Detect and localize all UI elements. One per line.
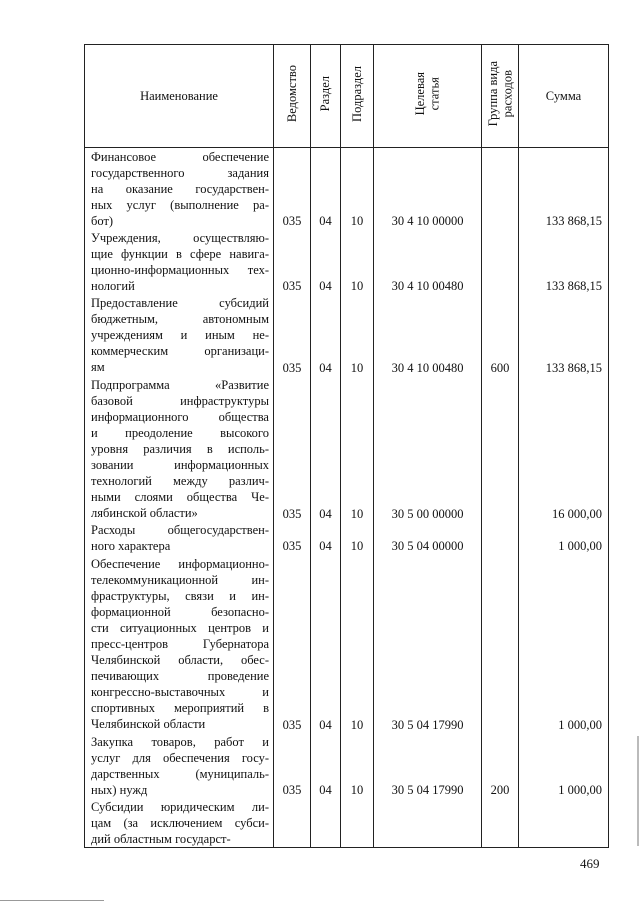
header-razdel: Раздел <box>311 45 341 148</box>
row-name-line: конгрессно-выставочных и <box>91 684 269 699</box>
row-vedomstvo: 035 <box>274 294 311 375</box>
row-gruppa <box>482 522 519 555</box>
row-podrazdel: 10 <box>341 294 374 375</box>
table-row <box>85 522 609 555</box>
row-name-line: дарственных (муниципаль- <box>91 766 269 781</box>
row-name <box>85 376 274 522</box>
row-vedomstvo: 035 <box>274 733 311 798</box>
table-row <box>85 798 609 847</box>
row-tselevaya-statya: 30 5 04 00000 <box>374 522 482 555</box>
row-name-line: ных) нужд <box>91 782 148 797</box>
row-name-line: зовании информационных <box>91 457 269 472</box>
row-razdel: 04 <box>311 148 341 230</box>
row-name-line: услуг для обеспечения госу- <box>91 750 269 765</box>
row-name-line: Челябинской области, обес- <box>91 652 269 667</box>
row-podrazdel: 10 <box>341 733 374 798</box>
row-name-line: телекоммуникационной ин- <box>91 572 269 587</box>
row-podrazdel: 10 <box>341 376 374 522</box>
row-name-line: Учреждения, осуществляю- <box>91 230 269 245</box>
table-row <box>85 554 609 733</box>
footnote-rule <box>0 900 104 901</box>
row-razdel: 04 <box>311 376 341 522</box>
row-name-line: бот) <box>91 213 114 228</box>
header-tselevaya-statya: Целевая статья <box>374 45 482 148</box>
row-razdel: 04 <box>311 294 341 375</box>
row-vedomstvo: 035 <box>274 229 311 294</box>
row-name-line: Подпрограмма «Развитие <box>91 377 269 392</box>
row-name-line: бюджетным, автономным <box>91 311 269 326</box>
row-name-line: формационной безопасно- <box>91 604 269 619</box>
page-number: 469 <box>580 856 600 871</box>
row-razdel: 04 <box>311 522 341 555</box>
row-gruppa <box>482 554 519 733</box>
row-summa: 1 000,00 <box>519 554 609 733</box>
row-name-line: нологий <box>91 278 135 293</box>
row-name-line: сти ситуационных центров и <box>91 620 269 635</box>
table-row <box>85 229 609 294</box>
row-name <box>85 733 274 798</box>
row-name <box>85 229 274 294</box>
row-gruppa <box>482 148 519 230</box>
header-name: Наименование <box>85 45 274 148</box>
row-name <box>85 148 274 230</box>
row-name-line: учреждениям и иным не- <box>91 327 269 342</box>
row-name-line: базовой инфраструктуры <box>91 393 269 408</box>
row-name <box>85 554 274 733</box>
row-name <box>85 798 274 847</box>
row-name-line: дий областным государст- <box>91 831 231 846</box>
table-row <box>85 148 609 230</box>
table-row <box>85 294 609 375</box>
row-podrazdel: 10 <box>341 554 374 733</box>
header-summa: Сумма <box>519 45 609 148</box>
row-name-line: лябинской области» <box>91 505 198 520</box>
row-gruppa <box>482 229 519 294</box>
row-name-line: щие функции в сфере навига- <box>91 246 269 261</box>
row-name-line: Предоставление субсидий <box>91 295 269 310</box>
row-name-line: фраструктуры, связи и ин- <box>91 588 269 603</box>
row-name <box>85 522 274 555</box>
row-summa: 133 868,15 <box>519 148 609 230</box>
row-name-line: Челябинской области <box>91 716 206 731</box>
row-tselevaya-statya: 30 4 10 00480 <box>374 294 482 375</box>
row-name-line: ных услуг (выполнение ра- <box>91 197 269 212</box>
row-razdel: 04 <box>311 733 341 798</box>
row-name-line: Финансовое обеспечение <box>91 149 269 164</box>
row-name-line: Обеспечение информационно- <box>91 556 269 571</box>
row-name-line: Субсидии юридическим ли- <box>91 799 269 814</box>
row-name-line: Закупка товаров, работ и <box>91 734 269 749</box>
row-gruppa: 600 <box>482 294 519 375</box>
row-name-line: пресс-центров Губернатора <box>91 636 269 651</box>
row-gruppa <box>482 798 519 847</box>
row-name-line: ными слоями общества Че- <box>91 489 269 504</box>
row-razdel: 04 <box>311 554 341 733</box>
row-name <box>85 294 274 375</box>
row-summa: 1 000,00 <box>519 522 609 555</box>
header-podrazdel: Подраздел <box>341 45 374 148</box>
row-name-line: печивающих проведение <box>91 668 269 683</box>
row-razdel: 04 <box>311 229 341 294</box>
row-vedomstvo: 035 <box>274 376 311 522</box>
row-name-line: коммерческим организаци- <box>91 343 269 358</box>
table-header-row <box>85 45 609 148</box>
row-tselevaya-statya: 30 5 04 17990 <box>374 733 482 798</box>
row-name-line: на оказание государствен- <box>91 181 269 196</box>
row-name-line: государственного задания <box>91 165 269 180</box>
table-row <box>85 376 609 522</box>
row-vedomstvo: 035 <box>274 148 311 230</box>
row-tselevaya-statya <box>374 798 482 847</box>
row-podrazdel <box>341 798 374 847</box>
row-name-line: информационного общества <box>91 409 269 424</box>
header-gruppa-vida-raskhodov: Группа вида расходов <box>482 45 519 148</box>
row-name-line: цам (за исключением субси- <box>91 815 269 830</box>
row-vedomstvo <box>274 798 311 847</box>
row-gruppa: 200 <box>482 733 519 798</box>
row-name-line: и преодоление высокого <box>91 425 269 440</box>
row-summa: 16 000,00 <box>519 376 609 522</box>
row-summa <box>519 798 609 847</box>
budget-table <box>84 44 609 848</box>
row-tselevaya-statya: 30 4 10 00000 <box>374 148 482 230</box>
row-summa: 1 000,00 <box>519 733 609 798</box>
row-name-line: ного характера <box>91 539 171 554</box>
row-tselevaya-statya: 30 5 00 00000 <box>374 376 482 522</box>
row-summa: 133 868,15 <box>519 294 609 375</box>
row-vedomstvo: 035 <box>274 554 311 733</box>
row-name-line: уровня различия в исполь- <box>91 441 269 456</box>
row-name-line: технологий между различ- <box>91 473 269 488</box>
row-gruppa <box>482 376 519 522</box>
row-name-line: ционно-информационных тех- <box>91 262 269 277</box>
row-tselevaya-statya: 30 4 10 00480 <box>374 229 482 294</box>
row-vedomstvo: 035 <box>274 522 311 555</box>
table-row <box>85 733 609 798</box>
row-name-line: спортивных мероприятий в <box>91 700 269 715</box>
row-podrazdel: 10 <box>341 522 374 555</box>
row-name-line: Расходы общегосударствен- <box>91 523 269 538</box>
header-vedomstvo: Ведомство <box>274 45 311 148</box>
row-razdel <box>311 798 341 847</box>
row-podrazdel: 10 <box>341 148 374 230</box>
row-name-line: ям <box>91 359 105 374</box>
row-tselevaya-statya: 30 5 04 17990 <box>374 554 482 733</box>
row-podrazdel: 10 <box>341 229 374 294</box>
scan-edge-mark <box>637 736 639 846</box>
row-summa: 133 868,15 <box>519 229 609 294</box>
